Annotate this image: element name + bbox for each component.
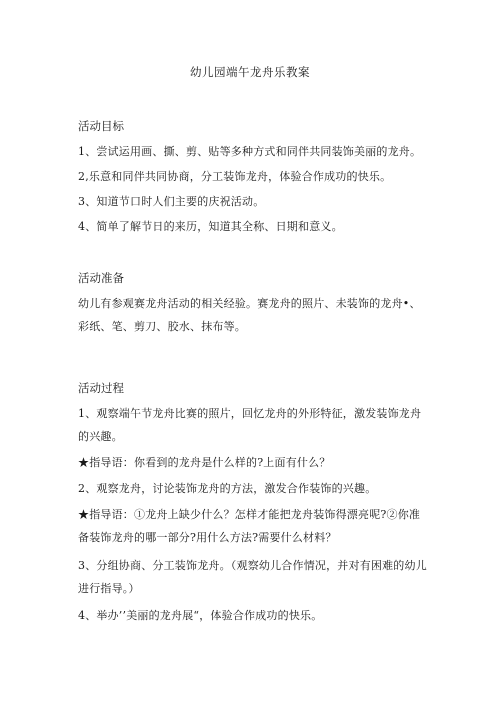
section-heading-goals: 活动目标	[78, 119, 124, 133]
goal-item-1: 1、尝试运用画、撕、剪、贴等多种方式和同伴共同装饰美丽的龙舟。	[78, 145, 422, 158]
section-heading-process: 活动过程	[78, 381, 124, 395]
process-item-1: 1、观察端午节龙舟比赛的照片，回忆龙舟的外形特征，激发装饰龙舟的兴趣。	[78, 407, 422, 443]
document-title: 幼儿园端午龙舟乐教案	[190, 65, 310, 79]
section-heading-preparation: 活动准备	[78, 271, 124, 285]
goal-item-3: 3、知道节口时人们主要的庆祝活动。	[78, 195, 265, 208]
process-item-2: 2、观察龙舟，讨论装饰龙舟的方法，激发合作装饰的兴趣。	[78, 482, 377, 495]
process-guide-2: ★指导语：①龙舟上缺少什么？怎样才能把龙舟装饰得漂亮呢?②你准备装饰龙舟的哪一部分?用什么方法?需要什么材料？	[78, 508, 421, 544]
process-item-4: 4、举办’’美丽的龙舟展“，体验合作成功的快乐。	[78, 609, 323, 622]
process-guide-1: ★指导语：你看到的龙舟是什么样的?上面有什么？	[78, 456, 331, 469]
goal-item-2: 2,乐意和同伴共同协商，分工装饰龙舟，体验合作成功的快乐。	[78, 170, 392, 183]
preparation-text: 幼儿有参观赛龙舟活动的相关经验。赛龙舟的照片、未装饰的龙舟•、彩纸、笔、剪刀、胶水、抹布等。	[78, 297, 421, 333]
goal-item-4: 4、简单了解节日的来历，知道其全称、日期和意义。	[78, 220, 343, 233]
process-item-3: 3、分组协商、分工装饰龙舟。（观察幼儿合作情况，并对有困难的幼儿进行指导。）	[78, 559, 427, 595]
